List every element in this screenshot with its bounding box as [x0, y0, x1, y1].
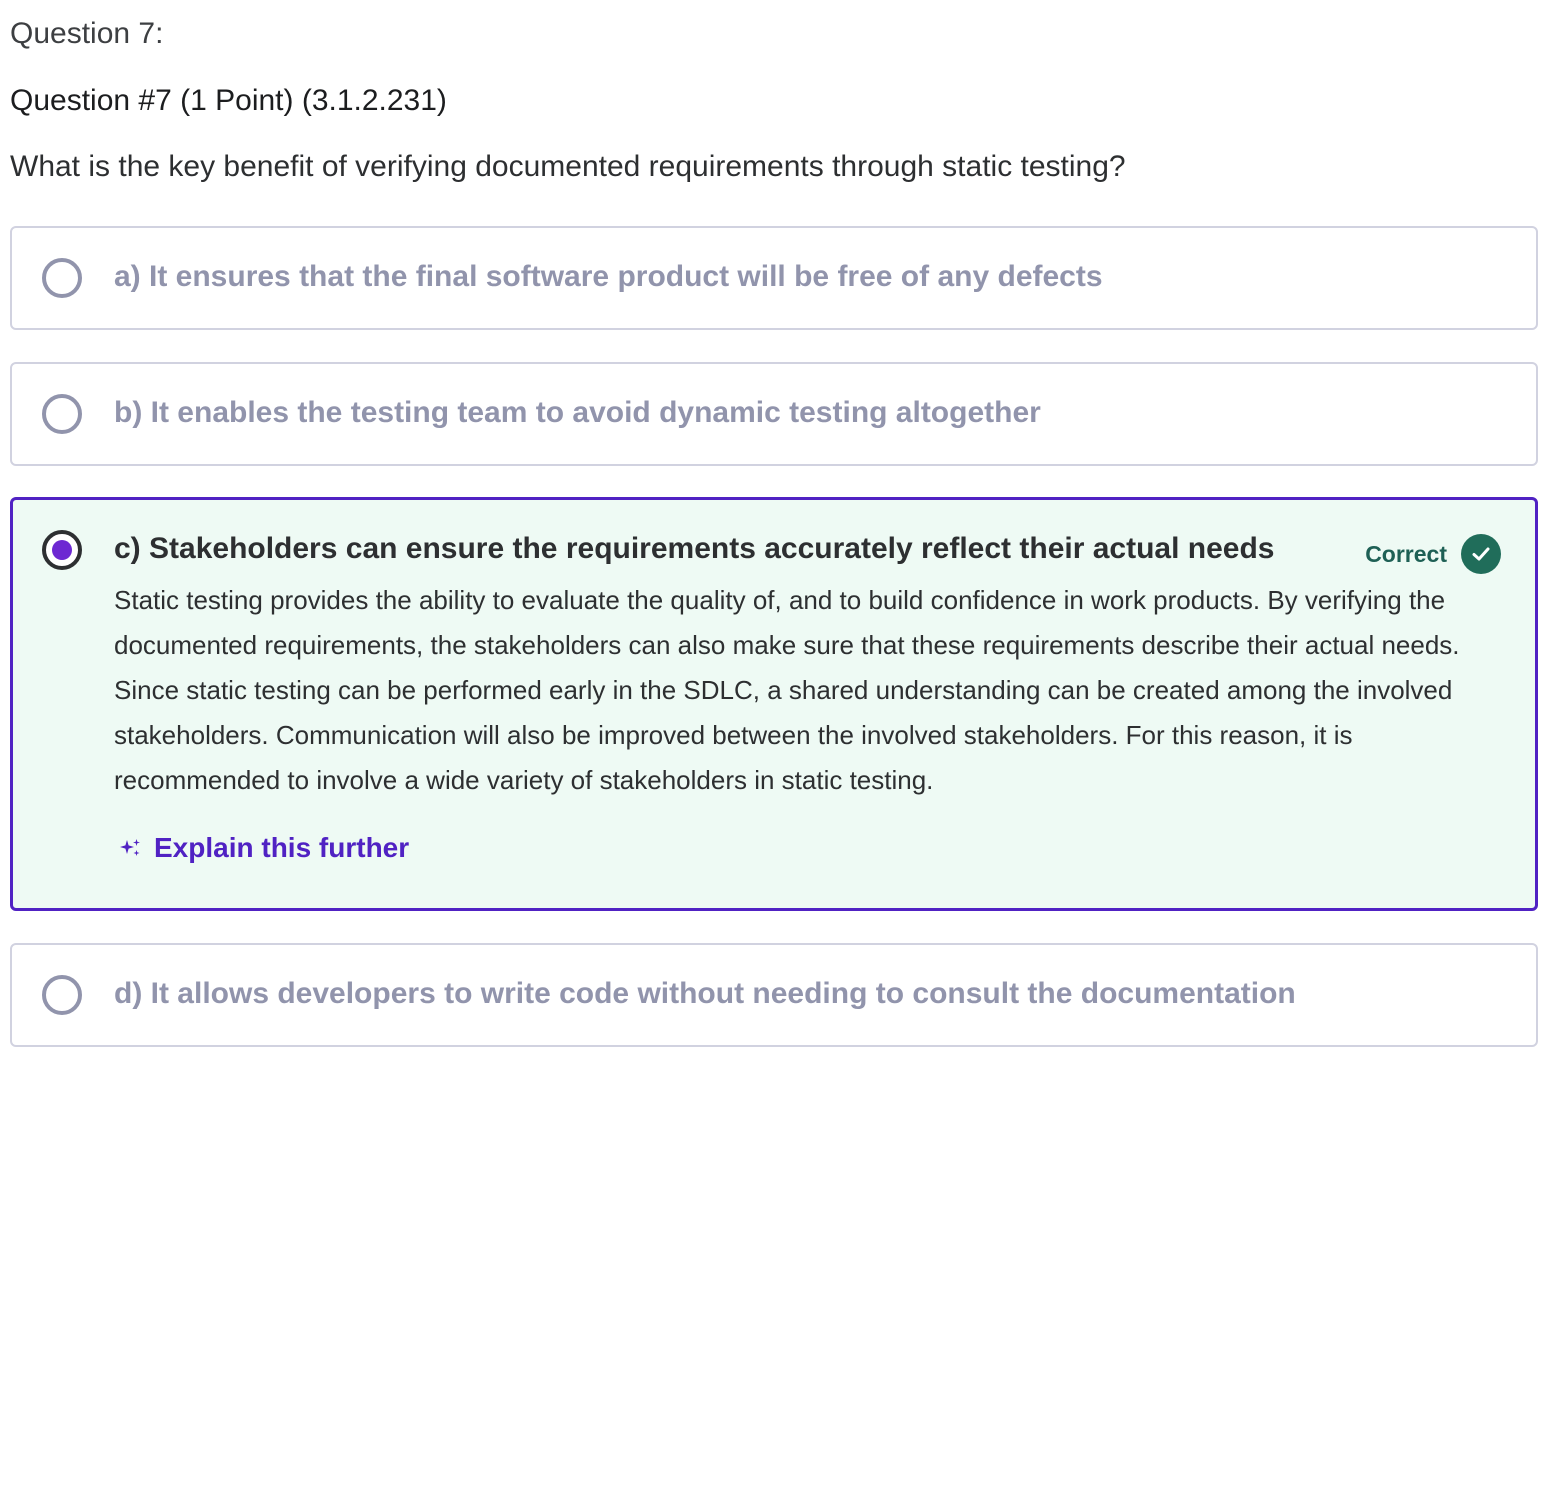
question-title: Question #7 (1 Point) (3.1.2.231): [10, 84, 447, 117]
answer-option-label: c) Stakeholders can ensure the requirements accurately reflect their actual needs: [114, 532, 1275, 565]
explain-further-label: Explain this further: [154, 832, 410, 863]
explain-further-link[interactable]: [118, 832, 409, 864]
sparkle-icon: [118, 836, 142, 860]
answer-option-label: a) It ensures that the final software product will be free of any defects: [114, 260, 1103, 293]
question-number: Question 7:: [10, 17, 164, 50]
radio-button-c-selected[interactable]: [42, 530, 82, 570]
answer-option-b[interactable]: [10, 362, 1538, 466]
answer-explanation: Static testing provides the ability to evaluate the quality of, and to build confidence in work products. By verifying the documented requirements, the stakeholders can also make sure that these requirements describe their actual needs. Since static testing can be performed early in the SDLC, a shared understanding can be created among the involved stakeholders. Communication will also be improved between the involved stakeholders. For this reason, it is recommended to involve a wide variety of stakeholders in static testing.: [114, 585, 1460, 795]
correct-indicator: [1365, 534, 1501, 574]
question-prompt: What is the key benefit of verifying documented requirements through static testing?: [10, 150, 1126, 183]
answer-option-a[interactable]: [10, 226, 1538, 330]
check-circle-icon: [1461, 534, 1501, 574]
answer-option-d[interactable]: [10, 943, 1538, 1047]
correct-label: Correct: [1365, 540, 1447, 567]
answer-option-c-selected[interactable]: [10, 497, 1538, 911]
radio-button-b[interactable]: [42, 394, 82, 434]
radio-button-d[interactable]: [42, 975, 82, 1015]
radio-selected-dot: [52, 540, 72, 560]
answer-option-label: b) It enables the testing team to avoid dynamic testing altogether: [114, 396, 1041, 429]
answer-option-label: d) It allows developers to write code without needing to consult the documentation: [114, 977, 1296, 1010]
radio-button-a[interactable]: [42, 258, 82, 298]
